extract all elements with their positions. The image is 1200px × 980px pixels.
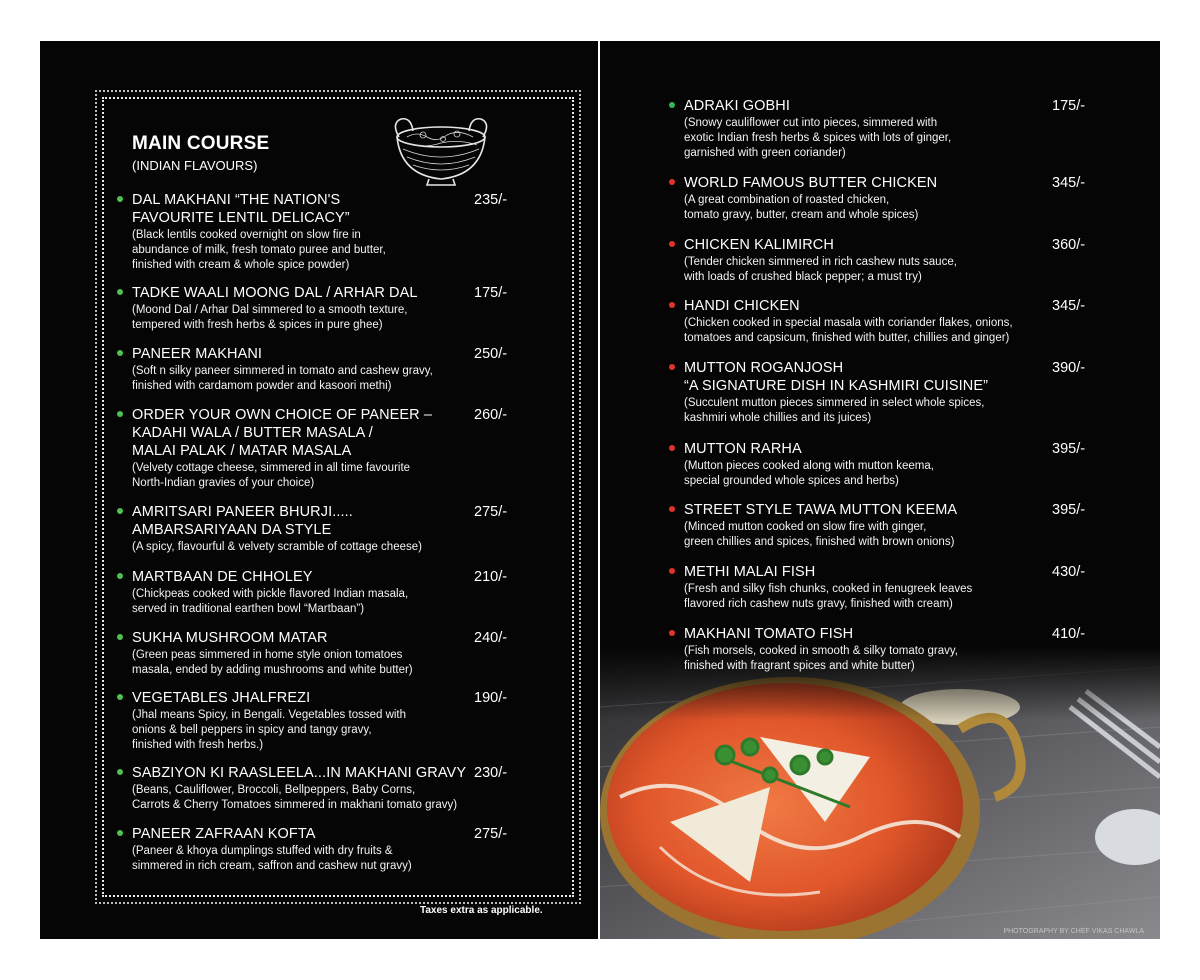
item-description: (Moond Dal / Arhar Dal simmered to a smooth texture, tempered with fresh herbs & spices in pure ghee) xyxy=(132,304,408,331)
red-dot-icon xyxy=(669,445,675,451)
item-price: 395/- xyxy=(1052,441,1086,457)
item-price: 260/- xyxy=(474,407,508,423)
item-description: (Velvety cottage cheese, simmered in all time favourite North-Indian gravies of your choice) xyxy=(132,462,411,489)
item-name: AMRITSARI PANEER BHURJI..... AMBARSARIYAAN DA STYLE xyxy=(132,504,353,538)
red-dot-icon xyxy=(669,179,675,185)
red-dot-icon xyxy=(669,302,675,308)
item-name: MAKHANI TOMATO FISH xyxy=(684,626,854,642)
menu-item-chicken-kalimirch xyxy=(684,236,1144,285)
item-price: 345/- xyxy=(1052,175,1086,191)
item-name: HANDI CHICKEN xyxy=(684,298,800,314)
item-price: 240/- xyxy=(474,630,508,646)
red-dot-icon xyxy=(669,630,675,636)
menu-item-makhani-tomato-fish xyxy=(684,625,1144,674)
menu-item-dal-makhani xyxy=(132,191,552,273)
green-dot-icon xyxy=(117,196,123,202)
menu-item-tawa-mutton-keema xyxy=(684,501,1144,550)
item-name: PANEER ZAFRAAN KOFTA xyxy=(132,826,316,842)
item-price: 390/- xyxy=(1052,360,1086,376)
photo-credit: PHOTOGRAPHY BY CHEF VIKAS CHAWLA xyxy=(1003,928,1144,935)
left-menu-page xyxy=(40,41,598,939)
item-description: (A great combination of roasted chicken, tomato gravy, butter, cream and whole spices) xyxy=(684,194,919,221)
taxes-note: Taxes extra as applicable. xyxy=(420,905,543,916)
item-price: 235/- xyxy=(474,192,508,208)
green-dot-icon xyxy=(117,769,123,775)
item-description: (Jhal means Spicy, in Bengali. Vegetables tossed with onions & bell peppers in spicy and tangy gravy, finished with fresh herbs.) xyxy=(132,709,407,751)
item-description: (Beans, Cauliflower, Broccoli, Bellpeppers, Baby Corns, Carrots & Cherry Tomatoes simmered in makhani tomato gravy) xyxy=(132,784,458,811)
item-description: (Paneer & khoya dumplings stuffed with dry fruits & simmered in rich cream, saffron and cashew nut gravy) xyxy=(132,845,412,872)
item-name: MUTTON RARHA xyxy=(684,441,802,457)
item-name: MUTTON ROGANJOSH “A SIGNATURE DISH IN KASHMIRI CUISINE” xyxy=(684,360,989,394)
item-name: ADRAKI GOBHI xyxy=(684,98,790,114)
right-menu-page xyxy=(600,41,1160,939)
menu-item-adraki-gobhi xyxy=(684,97,1144,161)
menu-item-butter-chicken xyxy=(684,174,1144,223)
item-price: 430/- xyxy=(1052,564,1086,580)
item-price: 230/- xyxy=(474,765,508,781)
item-description: (Fresh and silky fish chunks, cooked in fenugreek leaves flavored rich cashew nuts gravy, finished with cream) xyxy=(684,583,973,610)
red-dot-icon xyxy=(669,241,675,247)
item-price: 275/- xyxy=(474,504,508,520)
green-dot-icon xyxy=(117,573,123,579)
item-description: (Chickpeas cooked with pickle flavored Indian masala, served in traditional earthen bowl “Martbaan”) xyxy=(132,588,409,615)
section-subtitle: (INDIAN FLAVOURS) xyxy=(132,158,258,173)
item-description: (Green peas simmered in home style onion tomatoes masala, ended by adding mushrooms and white butter) xyxy=(132,649,413,676)
item-description: (Chicken cooked in special masala with coriander flakes, onions, tomatoes and capsicum, finished with butter, chillies and ginger) xyxy=(684,317,1013,344)
item-name: ORDER YOUR OWN CHOICE OF PANEER – KADAHI WALA / BUTTER MASALA / MALAI PALAK / MATAR MASALA xyxy=(132,407,433,459)
butter-paneer-dish-photo xyxy=(600,647,1160,939)
item-name: SUKHA MUSHROOM MATAR xyxy=(132,630,328,646)
item-name: SABZIYON KI RAASLEELA...IN MAKHANI GRAVY xyxy=(132,765,467,781)
green-dot-icon xyxy=(669,102,675,108)
item-price: 250/- xyxy=(474,346,508,362)
menu-item-paneer-zafraan-kofta xyxy=(132,825,552,874)
item-price: 345/- xyxy=(1052,298,1086,314)
menu-item-sabziyon-ki-raasleela xyxy=(132,764,552,813)
menu-item-choice-of-paneer xyxy=(132,406,552,491)
item-description: (Snowy cauliflower cut into pieces, simmered with exotic Indian fresh herbs & spices with lots of ginger, garnished with green coriander) xyxy=(684,117,952,159)
item-price: 190/- xyxy=(474,690,508,706)
item-name: METHI MALAI FISH xyxy=(684,564,816,580)
menu-item-amritsari-paneer-bhurji xyxy=(132,503,552,555)
kadai-pot-icon xyxy=(383,113,499,187)
menu-item-handi-chicken xyxy=(684,297,1144,346)
menu-item-mutton-rarha xyxy=(684,440,1144,489)
red-dot-icon xyxy=(669,506,675,512)
item-name: TADKE WAALI MOONG DAL / ARHAR DAL xyxy=(132,285,418,301)
green-dot-icon xyxy=(117,411,123,417)
menu-item-tadke-waali-dal xyxy=(132,284,552,333)
menu-item-paneer-makhani xyxy=(132,345,552,394)
item-price: 395/- xyxy=(1052,502,1086,518)
item-price: 275/- xyxy=(474,826,508,842)
green-dot-icon xyxy=(117,830,123,836)
green-dot-icon xyxy=(117,350,123,356)
section-heading xyxy=(132,133,269,173)
green-dot-icon xyxy=(117,694,123,700)
green-dot-icon xyxy=(117,508,123,514)
item-name: WORLD FAMOUS BUTTER CHICKEN xyxy=(684,175,938,191)
menu-item-methi-malai-fish xyxy=(684,563,1144,612)
item-name: PANEER MAKHANI xyxy=(132,346,263,362)
red-dot-icon xyxy=(669,568,675,574)
menu-item-martbaan-de-chholey xyxy=(132,568,552,617)
menu-item-sukha-mushroom-matar xyxy=(132,629,552,678)
green-dot-icon xyxy=(117,634,123,640)
section-title: MAIN COURSE xyxy=(132,133,270,154)
menu-item-mutton-roganjosh xyxy=(684,359,1144,426)
item-description: (A spicy, flavourful & velvety scramble of cottage cheese) xyxy=(132,541,422,553)
item-name: CHICKEN KALIMIRCH xyxy=(684,237,834,253)
red-dot-icon xyxy=(669,364,675,370)
item-price: 175/- xyxy=(474,285,508,301)
green-dot-icon xyxy=(117,289,123,295)
item-name: DAL MAKHANI “THE NATION'S FAVOURITE LENTIL DELICACY” xyxy=(132,192,350,226)
item-description: (Fish morsels, cooked in smooth & silky tomato gravy, finished with fragrant spices and white butter) xyxy=(684,645,958,672)
item-price: 175/- xyxy=(1052,98,1086,114)
item-description: (Black lentils cooked overnight on slow fire in abundance of milk, fresh tomato puree and butter, finished with cream & whole spice powder) xyxy=(132,229,386,271)
item-price: 360/- xyxy=(1052,237,1086,253)
menu-item-vegetables-jhalfrezi xyxy=(132,689,552,753)
item-description: (Tender chicken simmered in rich cashew nuts sauce, with loads of crushed black pepper; a must try) xyxy=(684,256,957,283)
item-name: VEGETABLES JHALFREZI xyxy=(132,690,311,706)
item-description: (Mutton pieces cooked along with mutton keema, special grounded whole spices and herbs) xyxy=(684,460,934,487)
item-name: MARTBAAN DE CHHOLEY xyxy=(132,569,313,585)
item-description: (Succulent mutton pieces simmered in select whole spices, kashmiri whole chillies and its juices) xyxy=(684,397,985,424)
item-price: 410/- xyxy=(1052,626,1086,642)
item-price: 210/- xyxy=(474,569,508,585)
item-description: (Minced mutton cooked on slow fire with ginger, green chillies and spices, finished with brown onions) xyxy=(684,521,955,548)
item-description: (Soft n silky paneer simmered in tomato and cashew gravy, finished with cardamom powder and kasoori methi) xyxy=(132,365,433,392)
item-name: STREET STYLE TAWA MUTTON KEEMA xyxy=(684,502,958,518)
